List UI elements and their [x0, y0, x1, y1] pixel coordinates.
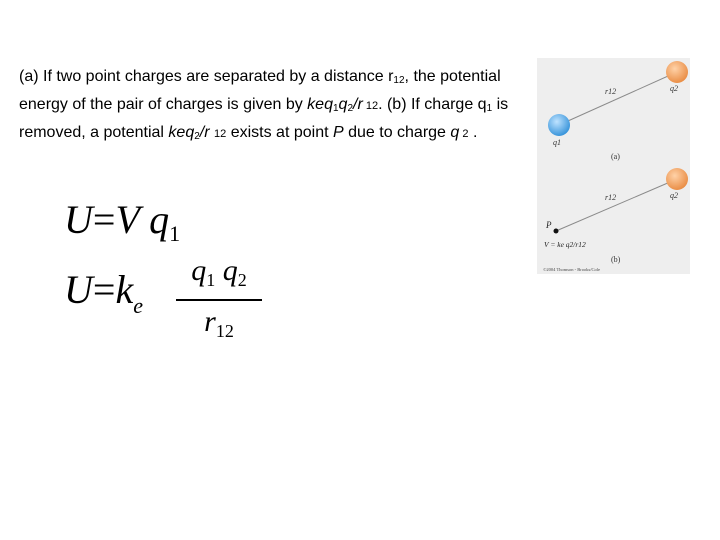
charge-q2-sphere-b: [666, 168, 688, 190]
eq-symbol: U: [64, 197, 93, 242]
potential-formula: V = ke q2/r12: [544, 240, 586, 249]
copyright-text: ©2004 Thomson - Brooks/Cole: [543, 267, 600, 272]
text-segment: keq: [307, 96, 333, 113]
label-r12-b: r12: [605, 193, 617, 202]
subscript: 12: [362, 100, 379, 112]
eq-symbol: k: [115, 267, 134, 312]
text-segment: P: [332, 124, 344, 141]
charge-q1-sphere: [548, 114, 570, 136]
fraction-numerator: [176, 254, 262, 297]
label-a: (a): [611, 152, 620, 161]
text-segment: . (b) If charge q: [378, 96, 487, 113]
label-P: P: [546, 220, 552, 230]
subscript: 2: [347, 103, 353, 114]
text-segment: keq: [168, 124, 195, 141]
text-segment: q: [450, 124, 460, 141]
text-segment: due to charge: [343, 124, 451, 141]
eq-symbol: q: [222, 254, 238, 287]
eq-symbol: q: [149, 197, 170, 242]
subscript: 1: [486, 103, 493, 114]
eq-symbol: =: [92, 267, 116, 312]
text-segment: q: [338, 96, 348, 113]
text-segment: exists at point: [226, 124, 333, 141]
equation-potential-energy-vq: [64, 196, 180, 258]
fraction-denominator: [176, 305, 262, 348]
equation-coulomb-energy-lhs: [64, 266, 143, 330]
charge-q2-sphere-a: [666, 61, 688, 83]
subscript: 12: [393, 75, 405, 86]
label-r12-a: r12: [605, 87, 617, 96]
label-b: (b): [611, 255, 621, 264]
text-segment: is removed, a potential: [19, 96, 509, 141]
fraction-bar: [176, 299, 262, 301]
eq-symbol: =: [92, 197, 116, 242]
eq-subscript: 2: [237, 270, 247, 290]
label-q1: q1: [553, 138, 561, 147]
text-segment: , the potential energy of the pair of charges is given by: [19, 68, 501, 113]
text-segment: /r: [199, 124, 210, 141]
subscript: 2: [194, 131, 200, 142]
text-segment: (a) If two point charges are separated by a distance r: [19, 68, 394, 85]
subscript: 12: [214, 128, 227, 140]
subscript: 1: [332, 103, 339, 114]
eq-symbol: U: [64, 267, 93, 312]
eq-symbol: q: [191, 254, 207, 287]
text-segment: .: [468, 124, 478, 141]
text-segment: /r: [353, 96, 363, 113]
description-paragraph: [19, 65, 519, 149]
equation-coulomb-energy-fraction: [176, 254, 262, 348]
eq-subscript: 1: [169, 221, 181, 246]
label-q2-b: q2: [670, 191, 678, 200]
subscript: 2: [459, 128, 469, 140]
eq-symbol: V: [115, 197, 140, 242]
point-P-dot: [554, 229, 559, 234]
label-q2-a: q2: [670, 84, 678, 93]
point-charges-figure: [537, 58, 690, 274]
eq-subscript: e: [133, 293, 143, 318]
eq-subscript: 12: [215, 320, 234, 341]
eq-symbol: r: [204, 304, 216, 338]
eq-subscript: 1: [206, 270, 216, 290]
